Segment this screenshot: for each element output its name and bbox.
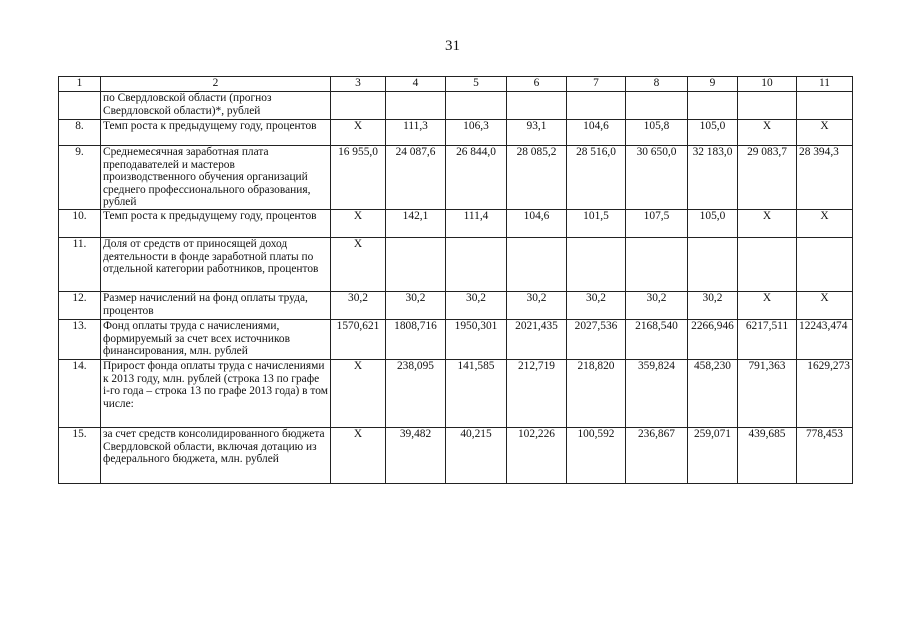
value-cell: X — [331, 120, 386, 146]
value-cell — [738, 92, 797, 120]
value-cell: 39,482 — [386, 427, 446, 483]
value-cell: 2027,536 — [567, 319, 626, 359]
value-cell: 778,453 — [797, 427, 853, 483]
header-cell: 8 — [626, 77, 688, 92]
value-cell — [567, 237, 626, 291]
value-cell: 105,0 — [688, 209, 738, 237]
value-cell: 28 516,0 — [567, 146, 626, 210]
header-cell: 4 — [386, 77, 446, 92]
value-cell: 259,071 — [688, 427, 738, 483]
header-cell: 11 — [797, 77, 853, 92]
value-cell: 28 085,2 — [507, 146, 567, 210]
value-cell — [797, 237, 853, 291]
value-cell: X — [797, 120, 853, 146]
value-cell: 12243,474 — [797, 319, 853, 359]
value-cell — [688, 237, 738, 291]
value-cell — [446, 237, 507, 291]
header-cell: 9 — [688, 77, 738, 92]
value-cell: 24 087,6 — [386, 146, 446, 210]
value-cell: 238,095 — [386, 359, 446, 427]
row-number: 11. — [59, 237, 101, 291]
page-number: 31 — [445, 38, 460, 54]
header-cell: 5 — [446, 77, 507, 92]
row-number: 12. — [59, 291, 101, 319]
value-cell: 29 083,7 — [738, 146, 797, 210]
header-cell: 7 — [567, 77, 626, 92]
row-number: 10. — [59, 209, 101, 237]
value-cell: 1950,301 — [446, 319, 507, 359]
table-row — [59, 120, 853, 146]
value-cell — [688, 92, 738, 120]
value-cell — [626, 92, 688, 120]
header-cell: 3 — [331, 77, 386, 92]
value-cell: 6217,511 — [738, 319, 797, 359]
value-cell: 30,2 — [331, 291, 386, 319]
value-cell: 30,2 — [688, 291, 738, 319]
value-cell — [507, 237, 567, 291]
row-description: Темп роста к предыдущему году, процентов — [101, 120, 331, 146]
row-number: 9. — [59, 146, 101, 210]
value-cell: 104,6 — [567, 120, 626, 146]
value-cell: 30,2 — [507, 291, 567, 319]
value-cell: 104,6 — [507, 209, 567, 237]
table-row — [59, 427, 853, 483]
value-cell: 359,824 — [626, 359, 688, 427]
value-cell: 458,230 — [688, 359, 738, 427]
table-row — [59, 359, 853, 427]
value-cell: 40,215 — [446, 427, 507, 483]
header-cell: 2 — [101, 77, 331, 92]
value-cell — [386, 237, 446, 291]
table-row — [59, 209, 853, 237]
value-cell: 30,2 — [567, 291, 626, 319]
value-cell: 142,1 — [386, 209, 446, 237]
value-cell — [797, 92, 853, 120]
value-cell: X — [738, 209, 797, 237]
value-cell: 1629,273 — [797, 359, 853, 427]
row-description: Темп роста к предыдущему году, процентов — [101, 209, 331, 237]
row-description: Размер начислений на фонд оплаты труда, процентов — [101, 291, 331, 319]
value-cell — [626, 237, 688, 291]
row-number: 15. — [59, 427, 101, 483]
value-cell: 105,0 — [688, 120, 738, 146]
header-row — [59, 77, 853, 92]
value-cell: 93,1 — [507, 120, 567, 146]
value-cell: 30,2 — [386, 291, 446, 319]
value-cell: 2021,435 — [507, 319, 567, 359]
value-cell: 100,592 — [567, 427, 626, 483]
value-cell: 439,685 — [738, 427, 797, 483]
value-cell: X — [797, 209, 853, 237]
value-cell: 141,585 — [446, 359, 507, 427]
value-cell: 32 183,0 — [688, 146, 738, 210]
value-cell: 2266,946 — [688, 319, 738, 359]
value-cell: 2168,540 — [626, 319, 688, 359]
value-cell: X — [331, 359, 386, 427]
value-cell: 16 955,0 — [331, 146, 386, 210]
row-description: Доля от средств от приносящей доход деятельности в фонде заработной платы по отдельной категории работников, процентов — [101, 237, 331, 291]
table-row — [59, 291, 853, 319]
value-cell: 1570,621 — [331, 319, 386, 359]
value-cell: 30,2 — [446, 291, 507, 319]
value-cell: 26 844,0 — [446, 146, 507, 210]
value-cell: X — [797, 291, 853, 319]
header-cell: 6 — [507, 77, 567, 92]
value-cell: 107,5 — [626, 209, 688, 237]
value-cell: 236,867 — [626, 427, 688, 483]
data-table — [58, 76, 853, 484]
value-cell: 106,3 — [446, 120, 507, 146]
value-cell: 111,4 — [446, 209, 507, 237]
row-description: за счет средств консолидированного бюджета Свердловской области, включая дотацию из федерального бюджета, млн. рублей — [101, 427, 331, 483]
value-cell: 111,3 — [386, 120, 446, 146]
row-number: 8. — [59, 120, 101, 146]
value-cell — [567, 92, 626, 120]
value-cell — [738, 237, 797, 291]
header-cell: 1 — [59, 77, 101, 92]
value-cell — [507, 92, 567, 120]
table-row — [59, 237, 853, 291]
value-cell: 30,2 — [626, 291, 688, 319]
value-cell: X — [331, 427, 386, 483]
row-description: по Свердловской области (прогноз Свердловской области)*, рублей — [101, 92, 331, 120]
value-cell — [446, 92, 507, 120]
header-cell: 10 — [738, 77, 797, 92]
value-cell — [386, 92, 446, 120]
row-number: 14. — [59, 359, 101, 427]
value-cell: X — [738, 120, 797, 146]
value-cell: 28 394,3 — [797, 146, 853, 210]
row-description: Фонд оплаты труда с начислениями, формируемый за счет всех источников финансирования, млн. рублей — [101, 319, 331, 359]
table-row — [59, 92, 853, 120]
value-cell: 102,226 — [507, 427, 567, 483]
value-cell: 1808,716 — [386, 319, 446, 359]
value-cell: 791,363 — [738, 359, 797, 427]
value-cell: X — [331, 209, 386, 237]
table-row — [59, 146, 853, 210]
value-cell: 105,8 — [626, 120, 688, 146]
table-row — [59, 319, 853, 359]
value-cell: X — [331, 237, 386, 291]
value-cell — [331, 92, 386, 120]
row-description: Прирост фонда оплаты труда с начислениями к 2013 году, млн. рублей (строка 13 по графе i-го года – строка 13 по графе 2013 года) в том числе: — [101, 359, 331, 427]
value-cell: 101,5 — [567, 209, 626, 237]
value-cell: 30 650,0 — [626, 146, 688, 210]
row-description: Среднемесячная заработная плата преподавателей и мастеров производственного обучения организаций среднего профессионального образования, рублей — [101, 146, 331, 210]
row-number: 13. — [59, 319, 101, 359]
value-cell: 218,820 — [567, 359, 626, 427]
value-cell: 212,719 — [507, 359, 567, 427]
value-cell: X — [738, 291, 797, 319]
row-number — [59, 92, 101, 120]
